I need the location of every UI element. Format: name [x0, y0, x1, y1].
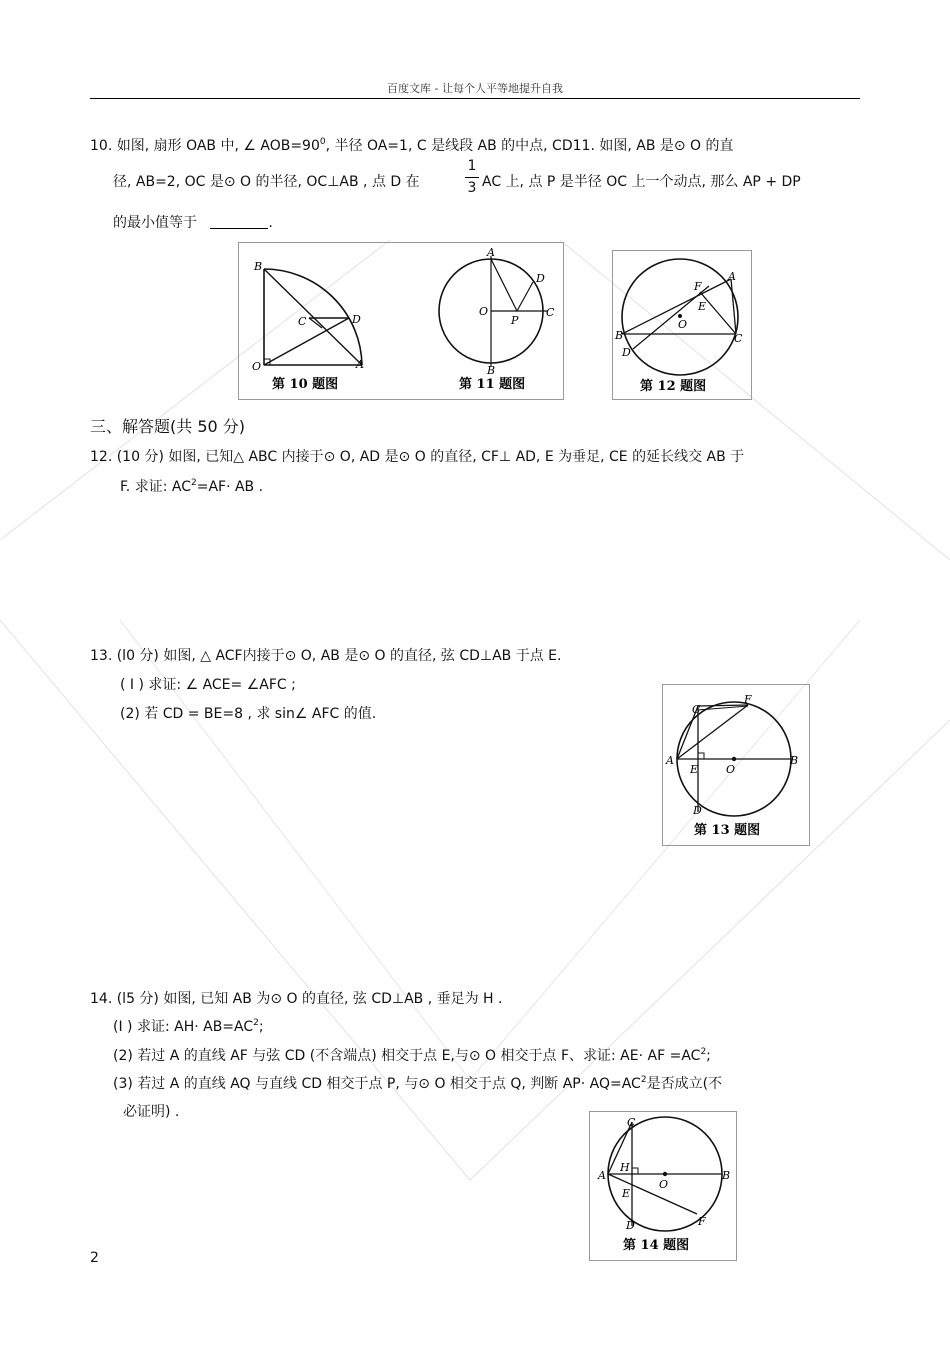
fig11-label-D: D	[536, 272, 545, 285]
q14-line4: (3) 若过 A 的直线 AQ 与直线 CD 相交于点 P, 与⊙ O 相交于点 Q, 判断 $AP\cdot AQ=AC^2$是否成立(不	[113, 1075, 723, 1092]
fig12-label-O: O	[678, 318, 688, 331]
fig12-label-A: A	[728, 270, 736, 283]
q14-line2: (I ) 求证: $AH\cdot AB=AC^2$;	[113, 1018, 264, 1035]
figure-14	[589, 1111, 737, 1261]
fig10-caption: 第 10 题图	[272, 377, 339, 392]
answer-blank	[210, 214, 268, 229]
fig14-label-H: H	[620, 1161, 630, 1174]
q12-line1: 12. (10 分) 如图, 已知△ ABC 内接于⊙ O, AD 是⊙ O 的直径, CF⊥ AD, E 为垂足, CE 的延长线交 AB 于	[90, 449, 745, 465]
fig12-caption: 第 12 题图	[640, 379, 707, 394]
fig14-label-B: B	[722, 1169, 731, 1182]
fig10-label-O: O	[252, 360, 262, 373]
fig12-label-B: B	[615, 329, 624, 342]
fig14-label-D: D	[626, 1219, 635, 1232]
q13-line1: 13. (l0 分) 如图, △ ACF内接于⊙ O, AB 是⊙ O 的直径, 弦 CD⊥AB 于点 E.	[90, 648, 562, 664]
fig11-label-C: C	[546, 306, 555, 319]
fig11-label-A: A	[487, 246, 495, 259]
page-number: 2	[90, 1250, 99, 1266]
fig11-caption: 第 11 题图	[459, 377, 526, 392]
fig14-label-C: C	[627, 1116, 636, 1129]
fig14-label-E: E	[622, 1187, 631, 1200]
fig14-label-A: A	[598, 1169, 606, 1182]
fig14-label-F: F	[698, 1215, 706, 1228]
fig10-label-C: C	[298, 315, 307, 328]
fig12-label-F: F	[694, 280, 702, 293]
fraction-one-third: 1 3	[465, 158, 479, 197]
figure-13	[662, 684, 810, 846]
fig13-label-O: O	[726, 763, 736, 776]
fig12-label-C: C	[734, 332, 743, 345]
q10-line2b: AC 上, 点 P 是半径 OC 上一个动点, 那么 AP + DP	[482, 174, 801, 190]
fig13-label-E: E	[690, 763, 699, 776]
fig12-label-E: E	[698, 300, 707, 313]
q14-line5: 必证明) .	[123, 1104, 180, 1120]
fig12-label-D: D	[622, 346, 631, 359]
fig13-label-C: C	[692, 703, 701, 716]
figure-11	[425, 242, 565, 400]
fig14-caption: 第 14 题图	[623, 1238, 690, 1253]
header-rule	[90, 98, 860, 99]
fig14-label-O: O	[659, 1178, 669, 1191]
fig11-label-B: B	[487, 364, 496, 377]
q10-line2a: 径, AB=2, OC 是⊙ O 的半径, OC⊥AB , 点 D 在	[113, 174, 420, 190]
section-3-title: 三、解答题(共 50 分)	[90, 417, 246, 436]
fig13-caption: 第 13 题图	[694, 823, 761, 838]
fig11-label-O: O	[479, 305, 489, 318]
q13-line2: ( I ) 求证: ∠ ACE= ∠AFC ;	[120, 677, 296, 693]
q12-line2: F. 求证: $AC^2=AF\cdot$ AB .	[120, 478, 264, 495]
fig10-label-D: D	[352, 313, 361, 326]
q14-line1: 14. (l5 分) 如图, 已知 AB 为⊙ O 的直径, 弦 CD⊥AB , 垂足为 H .	[90, 991, 503, 1007]
page-header: 百度文库 - 让每个人平等地提升自我	[387, 82, 563, 95]
fig10-label-B: B	[254, 260, 263, 273]
fig13-label-D: D	[693, 804, 702, 817]
fig11-label-P: P	[511, 314, 519, 327]
q10-line1: 10. 如图, 扇形 OAB 中, ∠ $AOB=90^0$, 半径 OA=1, C 是线段 AB 的中点, CD11. 如图, AB 是⊙ O 的直	[90, 137, 734, 154]
fig10-label-A: A	[356, 358, 364, 371]
q13-line3: (2) 若 CD = BE=8 , 求 sin∠ AFC 的值.	[120, 706, 377, 722]
fig13-label-A: A	[666, 754, 674, 767]
q10-line3: 的最小值等于 .	[113, 215, 273, 231]
figure-12	[612, 250, 752, 400]
q14-line3: (2) 若过 A 的直线 AF 与弦 CD (不含端点) 相交于点 E,与⊙ O 相交于点 F、求证: AE· AF $=AC^2$;	[113, 1047, 711, 1064]
fig13-label-B: B	[790, 754, 799, 767]
fig13-label-F: F	[744, 693, 752, 706]
